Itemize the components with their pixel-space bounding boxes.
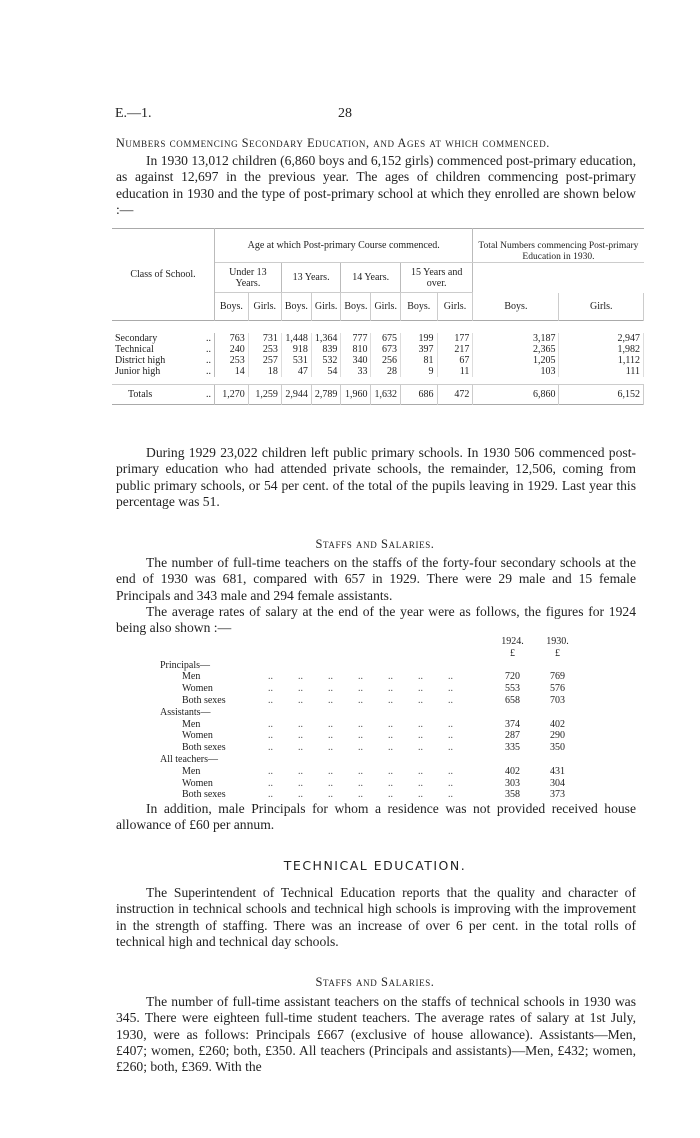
table-cell: 2,365 bbox=[473, 344, 559, 355]
row-label bbox=[112, 333, 215, 344]
leader-dots: .. bbox=[206, 332, 211, 344]
boys-header: Boys. bbox=[215, 293, 249, 321]
table-cell: 918 bbox=[281, 344, 311, 355]
salary-v1930: 350 bbox=[550, 742, 565, 754]
page-ref: E.—1. bbox=[115, 106, 152, 121]
salary-group-label: Assistants— bbox=[160, 706, 211, 718]
girls-header: Girls. bbox=[559, 293, 644, 321]
table-cell: 253 bbox=[248, 344, 281, 355]
boys-header: Boys. bbox=[281, 293, 311, 321]
leader-dots: .. bbox=[206, 354, 211, 366]
salary-row bbox=[160, 766, 580, 778]
salary-row bbox=[160, 742, 580, 754]
table-cell: 14 bbox=[215, 366, 249, 377]
section3-heading: TECHNICAL EDUCATION. bbox=[283, 858, 467, 873]
salary-v1924: 335 bbox=[505, 742, 520, 754]
salary-group-label: All teachers— bbox=[160, 753, 219, 765]
table-cell: 397 bbox=[400, 344, 437, 355]
salary-row-label bbox=[160, 730, 490, 742]
salary-row-name: Both sexes bbox=[182, 694, 226, 706]
salary-row-name: Women bbox=[182, 777, 213, 789]
table-row bbox=[112, 344, 644, 355]
totals-cell: 1,270 bbox=[215, 385, 249, 405]
table-cell: 199 bbox=[400, 333, 437, 344]
row-name: Junior high bbox=[115, 365, 161, 377]
table-row bbox=[112, 333, 644, 344]
leader-dots: .. .. .. .. .. .. .. bbox=[268, 683, 453, 695]
table-cell: 103 bbox=[473, 366, 559, 377]
salary-v1924: 374 bbox=[505, 718, 520, 730]
row-label bbox=[112, 344, 215, 355]
table-cell: 1,448 bbox=[281, 333, 311, 344]
page-number: 28 bbox=[338, 106, 352, 121]
table-cell: 111 bbox=[559, 366, 644, 377]
table-cell: 1,112 bbox=[559, 355, 644, 366]
leader-dots: .. .. .. .. .. .. .. bbox=[268, 765, 453, 777]
totals-cell: 6,152 bbox=[559, 385, 644, 405]
salary-v1930: 703 bbox=[550, 694, 565, 706]
boys-header: Boys. bbox=[400, 293, 437, 321]
age-header: Age at which Post-primary Course commenced. bbox=[215, 229, 473, 263]
salary-v1930: 431 bbox=[550, 765, 565, 777]
section4-heading: Staffs and Salaries. bbox=[315, 975, 435, 989]
total-header: Total Numbers commencing Post-primary Education in 1930. bbox=[473, 229, 644, 263]
row-label bbox=[112, 366, 215, 377]
table-cell: 340 bbox=[341, 355, 371, 366]
age-table bbox=[112, 228, 644, 405]
row-name: District high bbox=[115, 354, 166, 366]
unit-1924: £ bbox=[510, 647, 515, 659]
salary-v1930: 304 bbox=[550, 777, 565, 789]
leader-dots: .. .. .. .. .. .. .. bbox=[268, 777, 453, 789]
salary-row-label bbox=[160, 695, 490, 707]
section1-intro: In 1930 13,012 children (6,860 boys and 6,152 girls) commenced post-primary education, as against 12,697 in the previous year. The ages of children commencing post-primary education in 1930 and the type of post-primary school at which they enrolled are shown below :— bbox=[116, 153, 636, 217]
table-cell: 9 bbox=[400, 366, 437, 377]
salary-v1930: 290 bbox=[550, 730, 565, 742]
row-name: Secondary bbox=[115, 332, 158, 344]
totals-name: Totals bbox=[128, 389, 153, 400]
salary-row bbox=[160, 695, 580, 707]
salary-table bbox=[160, 636, 580, 801]
totals-cell: 1,632 bbox=[371, 385, 401, 405]
salary-v1924: 358 bbox=[505, 789, 520, 801]
salary-v1924: 402 bbox=[505, 765, 520, 777]
table-cell: 1,205 bbox=[473, 355, 559, 366]
leader-dots: .. .. .. .. .. .. .. bbox=[268, 694, 453, 706]
salary-row bbox=[160, 789, 580, 801]
salary-v1930: 769 bbox=[550, 671, 565, 683]
section1-after: During 1929 23,022 children left public primary schools. In 1930 506 commenced post-primary education who had attended private schools, the remainder, 12,506, coming from public primary schools, or 54 per cent. of the total of the pupils leaving in 1929. Last year this percentage was 51. bbox=[116, 445, 636, 509]
table-cell: 532 bbox=[311, 355, 341, 366]
table-cell: 18 bbox=[248, 366, 281, 377]
leader-dots: .. .. .. .. .. .. .. bbox=[268, 742, 453, 754]
leader-dots: .. bbox=[206, 365, 211, 377]
table-cell: 673 bbox=[371, 344, 401, 355]
age-group-header: 13 Years. bbox=[281, 263, 341, 293]
girls-header: Girls. bbox=[371, 293, 401, 321]
table-cell: 47 bbox=[281, 366, 311, 377]
table-cell: 675 bbox=[371, 333, 401, 344]
salary-group-label: Principals— bbox=[160, 659, 210, 671]
table-cell: 253 bbox=[215, 355, 249, 366]
girls-header: Girls. bbox=[248, 293, 281, 321]
table-cell: 777 bbox=[341, 333, 371, 344]
girls-header: Girls. bbox=[311, 293, 341, 321]
salary-row-name: Women bbox=[182, 730, 213, 742]
salary-row-label bbox=[160, 671, 490, 683]
row-label bbox=[112, 355, 215, 366]
salary-row-label bbox=[160, 742, 490, 754]
totals-cell: 472 bbox=[437, 385, 473, 405]
totals-cell: 2,944 bbox=[281, 385, 311, 405]
row-name: Technical bbox=[115, 343, 154, 355]
salary-row-label bbox=[160, 719, 490, 731]
age-group-header: 14 Years. bbox=[341, 263, 401, 293]
salary-v1924: 303 bbox=[505, 777, 520, 789]
section4-p1: The number of full-time assistant teachers on the staffs of technical schools in 1930 was 345. There were eighteen full-time student teachers. The average rates of salary at 1st July, 1930, were as follows: Principals £667 (exclusive of house allowance). Assistants—Men, £407; women, £260; both, £350. All teachers (Principals and assistants)—Men, £432; women, £260; both, £369. With the bbox=[116, 994, 636, 1075]
salary-v1924: 658 bbox=[505, 694, 520, 706]
table-cell: 81 bbox=[400, 355, 437, 366]
table-cell: 731 bbox=[248, 333, 281, 344]
section2-p3: In addition, male Principals for whom a residence was not provided received house allowance of £60 per annum. bbox=[116, 801, 636, 833]
table-cell: 1,364 bbox=[311, 333, 341, 344]
table-cell: 217 bbox=[437, 344, 473, 355]
salary-row-label bbox=[160, 683, 490, 695]
table-cell: 763 bbox=[215, 333, 249, 344]
section2-p2: The average rates of salary at the end of the year were as follows, the figures for 1924 being also shown :— bbox=[116, 604, 636, 636]
totals-row bbox=[112, 385, 644, 405]
table-cell: 3,187 bbox=[473, 333, 559, 344]
salary-row-name: Men bbox=[182, 765, 201, 777]
salary-v1930: 576 bbox=[550, 683, 565, 695]
table-cell: 810 bbox=[341, 344, 371, 355]
totals-cell: 686 bbox=[400, 385, 437, 405]
salary-v1924: 553 bbox=[505, 683, 520, 695]
table-cell: 177 bbox=[437, 333, 473, 344]
table-cell: 33 bbox=[341, 366, 371, 377]
totals-cell: 2,789 bbox=[311, 385, 341, 405]
salary-row bbox=[160, 730, 580, 742]
table-cell: 1,982 bbox=[559, 344, 644, 355]
salary-row-name: Both sexes bbox=[182, 789, 226, 801]
salary-row bbox=[160, 719, 580, 731]
salary-row-name: Men bbox=[182, 671, 201, 683]
age-group-header: Under 13 Years. bbox=[215, 263, 282, 293]
table-row bbox=[112, 366, 644, 377]
section2-p1: The number of full-time teachers on the staffs of the forty-four secondary schools at the end of 1930 was 681, compared with 657 in 1929. There were 29 male and 15 female Principals and 343 male and 294 female assistants. bbox=[116, 555, 636, 603]
salary-row bbox=[160, 671, 580, 683]
totals-label bbox=[112, 385, 215, 405]
totals-cell: 1,960 bbox=[341, 385, 371, 405]
salary-row-label bbox=[160, 789, 490, 801]
table-cell: 256 bbox=[371, 355, 401, 366]
salary-row-name: Men bbox=[182, 718, 201, 730]
salary-v1924: 720 bbox=[505, 671, 520, 683]
section3-p1: The Superintendent of Technical Education reports that the quality and character of instruction in technical schools and technical high schools is improving with the improvement in the strength of staffing. There was an increase of over 6 per cent. in the total rolls of technical high and technical day schools. bbox=[116, 885, 636, 949]
table-cell: 839 bbox=[311, 344, 341, 355]
leader-dots: .. .. .. .. .. .. .. bbox=[268, 718, 453, 730]
boys-header: Boys. bbox=[473, 293, 559, 321]
table-cell: 240 bbox=[215, 344, 249, 355]
totals-cell: 6,860 bbox=[473, 385, 559, 405]
col-class-header: Class of School. bbox=[112, 229, 215, 321]
boys-header: Boys. bbox=[341, 293, 371, 321]
salary-row bbox=[160, 778, 580, 790]
salary-row-name: Both sexes bbox=[182, 742, 226, 754]
salary-row bbox=[160, 683, 580, 695]
table-cell: 67 bbox=[437, 355, 473, 366]
unit-1930: £ bbox=[555, 647, 560, 659]
table-cell: 11 bbox=[437, 366, 473, 377]
leader-dots: .. .. .. .. .. .. .. bbox=[268, 789, 453, 801]
table-cell: 531 bbox=[281, 355, 311, 366]
year-1924: 1924. bbox=[501, 636, 524, 647]
girls-header: Girls. bbox=[437, 293, 473, 321]
salary-row-label bbox=[160, 766, 490, 778]
leader-dots: .. bbox=[206, 343, 211, 355]
salary-v1930: 402 bbox=[550, 718, 565, 730]
table-cell: 257 bbox=[248, 355, 281, 366]
table-cell: 54 bbox=[311, 366, 341, 377]
age-group-header: 15 Years and over. bbox=[400, 263, 472, 293]
totals-cell: 1,259 bbox=[248, 385, 281, 405]
salary-v1924: 287 bbox=[505, 730, 520, 742]
leader-dots: .. .. .. .. .. .. .. bbox=[268, 671, 453, 683]
salary-v1930: 373 bbox=[550, 789, 565, 801]
table-cell: 2,947 bbox=[559, 333, 644, 344]
leader-dots: .. bbox=[206, 389, 211, 400]
leader-dots: .. .. .. .. .. .. .. bbox=[268, 730, 453, 742]
section2-heading: Staffs and Salaries. bbox=[315, 537, 435, 551]
table-cell: 28 bbox=[371, 366, 401, 377]
salary-row-name: Women bbox=[182, 683, 213, 695]
year-1930: 1930. bbox=[546, 636, 569, 647]
section1-heading: Numbers commencing Secondary Education, and Ages at which commenced. bbox=[116, 136, 550, 150]
table-row bbox=[112, 355, 644, 366]
salary-row-label bbox=[160, 778, 490, 790]
